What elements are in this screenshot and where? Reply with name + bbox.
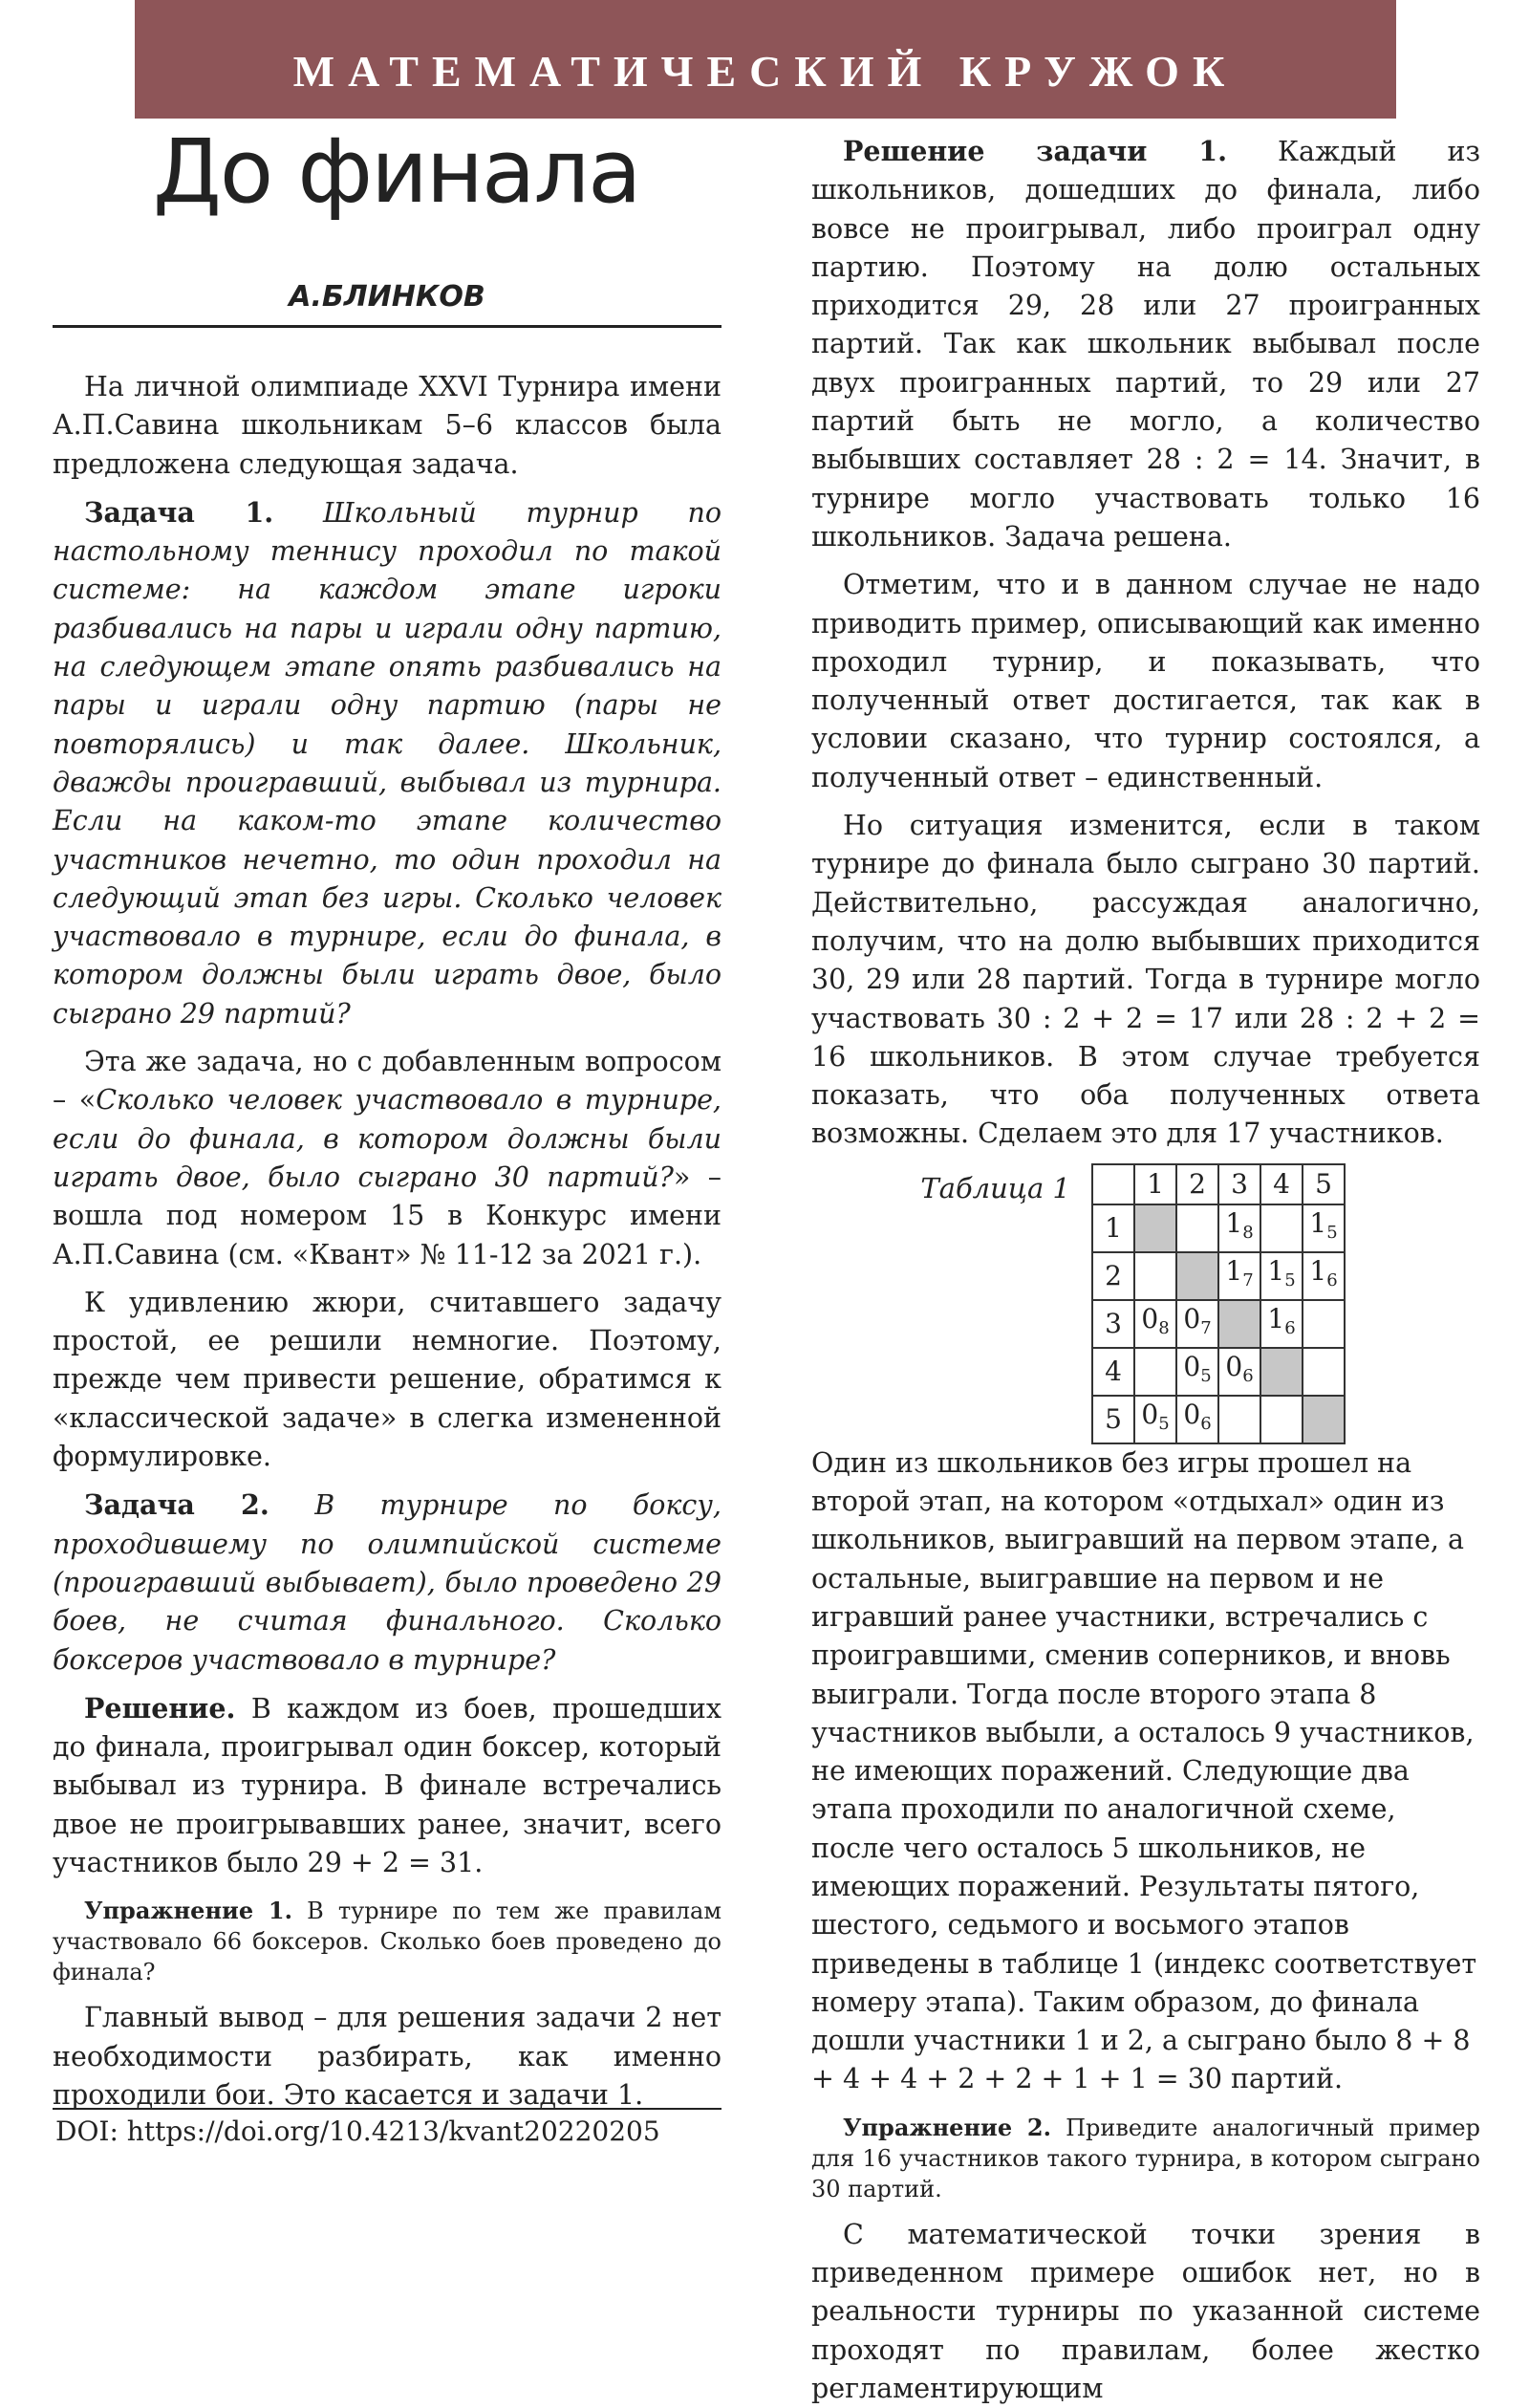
left-column <box>53 368 721 2115</box>
intro-paragraph: На личной олимпиаде XXVI Турнира имени А.П.Савина школьникам 5–6 классов была предложена следующая задача. <box>53 371 721 480</box>
footer-divider <box>53 2108 721 2110</box>
table1-cell: $1_8$ <box>1218 1204 1260 1252</box>
exercise1-text: В турнире по тем же правилам участвовало 66 боксеров. Сколько боев проведено до финала? <box>53 1898 722 1986</box>
article-author: А.БЛИНКОВ <box>289 280 485 314</box>
table1-row-label: 1 <box>1092 1204 1134 1252</box>
table1-cell: $0_7$ <box>1176 1300 1218 1348</box>
variant-question: Сколько человек участвовало в турнире, если до финала, в котором должны были играть двое, было сыграно 30 партий? <box>53 1084 721 1193</box>
solution-text: В каждом из боев, прошедших до финала, проигрывал один боксер, который выбывал из турнира. В финале встречались двое не проигрывавших ранее, значит, всего участников было 29 + 2 = 31. <box>53 1692 722 1878</box>
example-text: Один из школьников без игры прошел на второй этап, на котором «отдыхал» один из школьников, выигравший на первом этапе, а остальные, выигравшие на первом и не игравший ранее участники, встречались с проигравшими, сменив соперников, и вновь выиграли. Тогда после второго этапа 8 участников выбыли, а осталось 9 участников, не имеющих поражений. Следующие два этапа проходили по аналогичной схеме, после чего осталось 5 школьников, не имеющих поражений. Результаты пятого, шестого, седьмого и восьмого этапов приведены в таблице 1 (индекс соответствует номеру этапа). Таким образом, до финала дошли участники 1 и 2, а сыграно было 8 + 8 + 4 + 4 + 2 + 2 + 1 + 1 = 30 партий. <box>811 1446 1477 2095</box>
table1-row-label: 2 <box>1092 1252 1134 1300</box>
table1-block <box>811 1169 1078 1211</box>
table1-row <box>1092 1396 1345 1443</box>
table1-cell <box>1218 1396 1260 1443</box>
task2-paragraph <box>53 1486 721 1679</box>
conclusion-paragraph: Главный вывод – для решения задачи 2 нет необходимости разбирать, как именно проходили бои. Это касается и задачи 1. <box>53 2002 721 2111</box>
exercise1-label: Упражнение 1. <box>84 1897 292 1925</box>
table1-row <box>1092 1348 1345 1396</box>
right-column <box>811 132 1480 2408</box>
table1-cell <box>1134 1252 1176 1300</box>
task2-text: В турнире по боксу, проходившему по олимпийской системе (проигравший выбывает), было проведено 29 боев, не считая финального. Сколько боксеров участвовало в турнире? <box>53 1489 721 1676</box>
table1-cell <box>1134 1348 1176 1396</box>
exercise2-text: Приведите аналогичный пример для 16 участников такого турнира, в котором сыграно 30 партий. <box>811 2114 1480 2202</box>
table1-caption: Таблица 1 <box>920 1171 1070 1204</box>
table1-cell <box>1303 1300 1345 1348</box>
table1-header-cell: 3 <box>1218 1164 1260 1204</box>
task1-label: Задача 1. <box>84 495 274 529</box>
table1-row <box>1092 1252 1345 1300</box>
exercise2-label: Упражнение 2. <box>843 2113 1051 2141</box>
task2-label: Задача 2. <box>84 1488 269 1522</box>
jury-paragraph: К удивлению жюри, считавшего задачу простой, ее решили немногие. Поэтому, прежде чем привести решение, обратимся к «классической задаче» в слегка измененной формулировке. <box>53 1286 721 1473</box>
solution1-text: Каждый из школьников, дошедших до финала, либо вовсе не проигрывал, либо проиграл одну партию. Поэтому на долю остальных приходится 29, 28 или 27 проигранных партий. Так как школьник выбывал после двух проигранных партий, то 29 или 27 партий быть не могло, а количество выбывших составляет 28 : 2 = 14. Значит, в турнире могло участвовать только 16 школьников. Задача решена. <box>811 136 1481 553</box>
variant-paragraph <box>53 1043 721 1274</box>
table1-header-cell: 4 <box>1260 1164 1303 1204</box>
table1-header-cell: 5 <box>1303 1164 1345 1204</box>
table1-row-label: 4 <box>1092 1348 1134 1396</box>
task1-text: Школьный турнир по настольному теннису проходил по такой системе: на каждом этапе игроки разбивались на пары и играли одну партию, на следующем этапе опять разбивались на пары и играли одну партию (пары не повторялись) и так далее. Школьник, дважды проигравший, выбывал из турнира. Если на каком-то этапе количество участников нечетно, то один проходил на следующий этап без игры. Сколько человек участвовало в турнире, если до финала, в котором должны были играть двое, было сыграно 29 партий? <box>53 496 721 1030</box>
table1-cell <box>1134 1204 1176 1252</box>
situation-paragraph: Но ситуация изменится, если в таком турнире до финала было сыграно 30 партий. Действительно, рассуждая аналогично, получим, что на долю выбывших приходится 30, 29 или 28 партий. Тогда в турнире могло участвовать 30 : 2 + 2 = 17 или 28 : 2 + 2 = 16 школьников. В этом случае требуется показать, что оба полученных ответа возможны. Сделаем это для 17 участников. <box>811 810 1480 1150</box>
table1-cell <box>1303 1348 1345 1396</box>
exercise1-paragraph <box>53 1896 721 1987</box>
table1-cell: $0_6$ <box>1176 1396 1218 1443</box>
solution-label: Решение. <box>84 1691 236 1725</box>
table1 <box>1091 1163 1346 1444</box>
table1-row <box>1092 1300 1345 1348</box>
table1-cell: $1_5$ <box>1260 1252 1303 1300</box>
solution1-paragraph <box>811 132 1480 556</box>
note-paragraph: Отметим, что и в данном случае не надо приводить пример, описывающий как именно проходил турнир, и показывать, что полученный ответ достигается, так как в условии сказано, что турнир состоялся, а полученный ответ – единственный. <box>811 569 1480 793</box>
table1-cell <box>1260 1348 1303 1396</box>
table1-cell <box>1218 1300 1260 1348</box>
table1-cell <box>1303 1396 1345 1443</box>
variant-text-a: Эта же задача, но с добавленным вопросом – « <box>53 1046 721 1117</box>
table1-cell: $1_6$ <box>1303 1252 1345 1300</box>
author-divider <box>53 325 721 328</box>
article-title: До финала <box>153 120 640 223</box>
table1-header-cell: 1 <box>1134 1164 1176 1204</box>
doi-line: DOI: https://doi.org/10.4213/kvant20220205 <box>55 2115 660 2147</box>
table1-cell: $0_5$ <box>1176 1348 1218 1396</box>
table1-cell <box>1176 1252 1218 1300</box>
table1-row-label: 5 <box>1092 1396 1134 1443</box>
table1-cell <box>1260 1204 1303 1252</box>
task1-paragraph <box>53 493 721 1033</box>
variant-text-c: » – вошла под номером 15 в Конкурс имени А.П.Савина (см. «Квант» № 11-12 за 2021 г.). <box>53 1161 721 1270</box>
table1-cell: $1_5$ <box>1303 1204 1345 1252</box>
table1-row-label: 3 <box>1092 1300 1134 1348</box>
table1-cell: $1_7$ <box>1218 1252 1260 1300</box>
table1-cell: $0_8$ <box>1134 1300 1176 1348</box>
table1-cell: $1_6$ <box>1260 1300 1303 1348</box>
table1-row <box>1092 1204 1345 1252</box>
table1-header-row <box>1092 1164 1345 1204</box>
table1-header-cell: 2 <box>1176 1164 1218 1204</box>
table1-cell <box>1260 1396 1303 1443</box>
exercise2-paragraph <box>811 2113 1480 2204</box>
solution1-label: Решение задачи 1. <box>843 135 1228 167</box>
section-banner: МАТЕМАТИЧЕСКИЙ КРУЖОК <box>135 0 1396 119</box>
table1-header-cell <box>1092 1164 1134 1204</box>
final-paragraph: С математической точки зрения в приведенном примере ошибок нет, но в реальности турниры по указанной системе проходят по правилам, более жестко регламентирующим <box>811 2218 1480 2404</box>
table1-cell: $0_5$ <box>1134 1396 1176 1443</box>
solution2-paragraph <box>53 1689 721 1882</box>
table1-cell <box>1176 1204 1218 1252</box>
table1-cell: $0_6$ <box>1218 1348 1260 1396</box>
